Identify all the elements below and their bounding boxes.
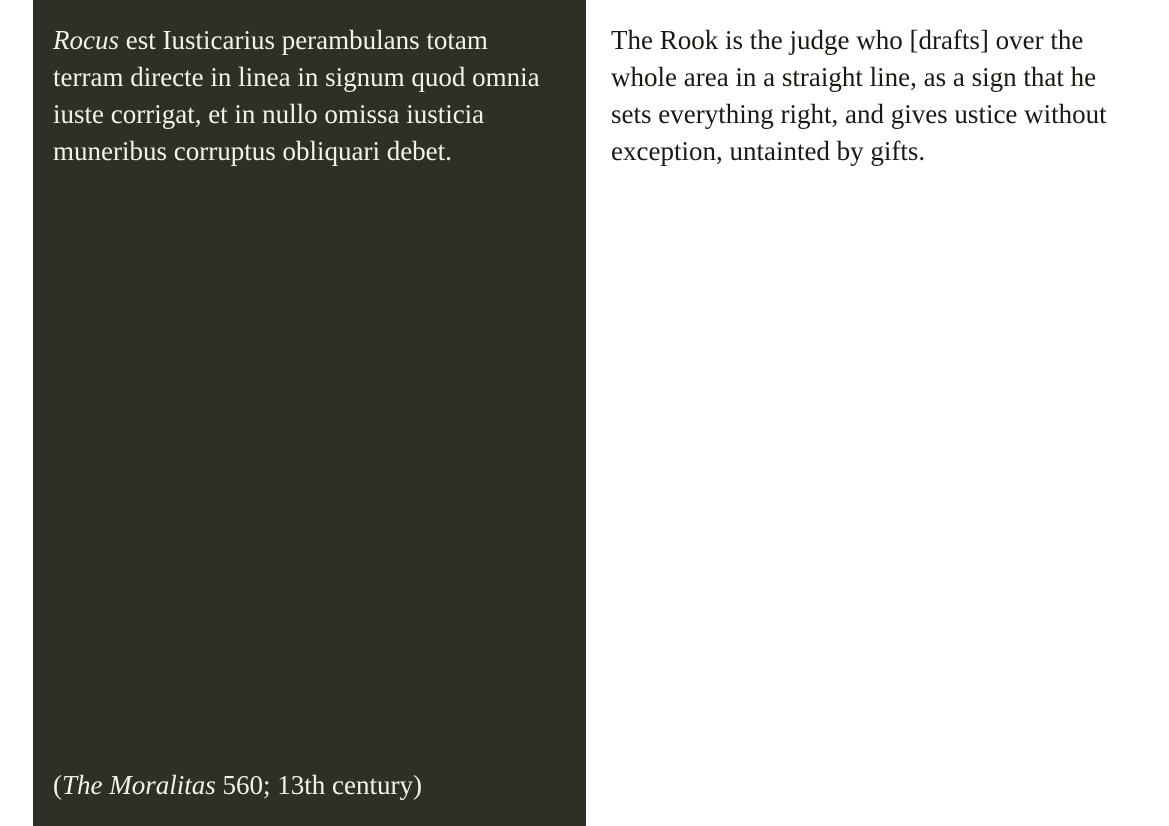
latin-lead-word: Rocus [53, 25, 119, 55]
latin-passage-body: est Iusticarius perambulans totam terram directe in linea in signum quod omnia iuste corrigat, et in nullo omissa iusticia muneribus corruptus obliquari debet. [53, 25, 540, 166]
english-translation-panel [611, 0, 1131, 826]
citation-reference: 560; 13th century) [215, 770, 422, 800]
translation-text: The Rook is the judge who [drafts] over the whole area in a straight line, as a sign that he sets everything right, and gives ustice without exception, untainted by gifts. [611, 25, 1107, 166]
latin-passage [53, 22, 558, 170]
latin-source-panel [33, 0, 586, 826]
citation-open-paren: ( [53, 770, 62, 800]
source-citation [53, 767, 573, 804]
citation-work-title: The Moralitas [62, 770, 216, 800]
